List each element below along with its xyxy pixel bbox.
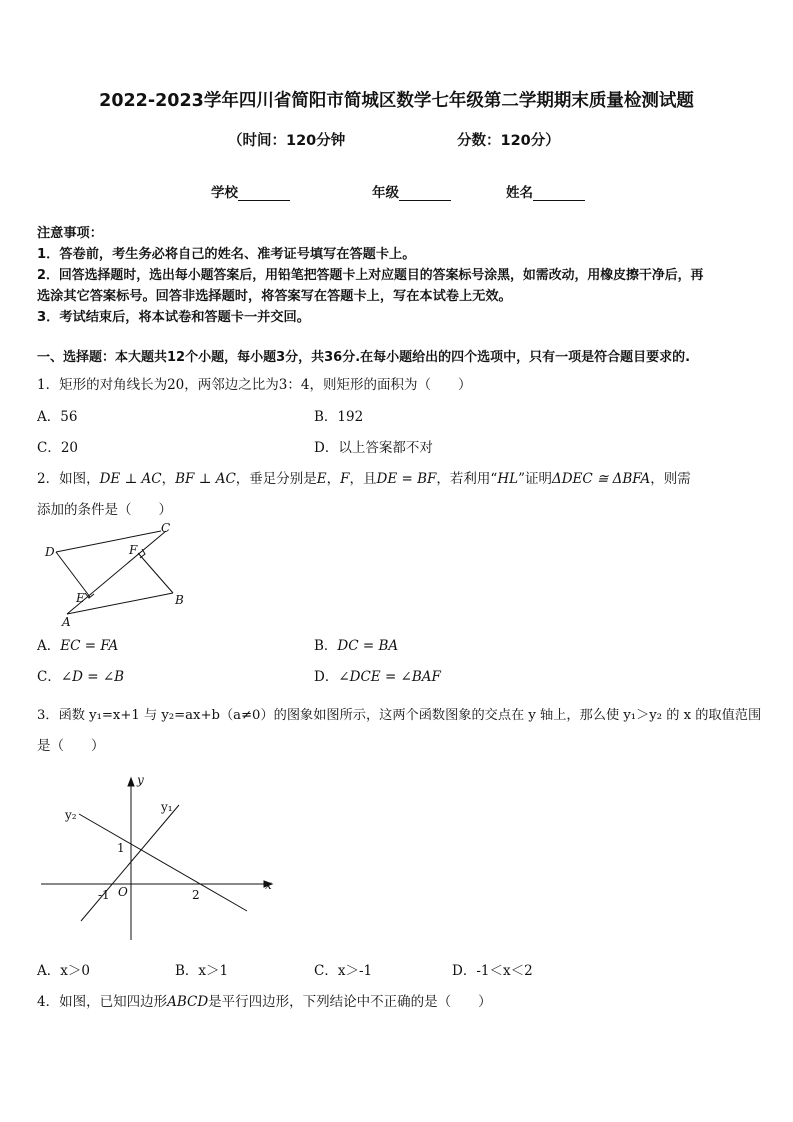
q2-text-1: 2．如图， <box>37 471 100 487</box>
exam-title: 2022-2023学年四川省简阳市简城区数学七年级第二学期期末质量检测试题 <box>99 91 694 111</box>
q3-stem-line1: 3．函数 y₁=x+1 与 y₂=ax+b（a≠0）的图象如图所示，这两个函数图象的交点在 y 轴上，那么使 y₁＞y₂ 的 x 的取值范围 <box>37 708 762 723</box>
q2-option-a <box>37 634 118 654</box>
label-one: 1 <box>117 841 125 855</box>
q1-option-a: A．56 <box>37 409 78 425</box>
note-2-line2: 选涂其它答案标号。回答非选择题时，将答案写在答题卡上，写在本试卷上无效。 <box>37 289 512 304</box>
q1-option-b: B．192 <box>314 409 364 425</box>
label-y-axis: y <box>137 773 144 787</box>
q3-option-a: A．x＞0 <box>37 963 90 979</box>
q1-stem: 1．矩形的对角线长为20，两邻边之比为3：4，则矩形的面积为（ ） <box>37 377 472 393</box>
q2-stem-line2: 添加的条件是（ ） <box>37 502 172 518</box>
name-field <box>506 181 585 201</box>
q3-option-d: D．-1＜x＜2 <box>452 963 533 979</box>
label-e: E <box>76 591 85 605</box>
time-info: （时间：120分钟 <box>228 133 346 149</box>
label-y1: y₁ <box>161 800 173 814</box>
q2-math-de-eq-bf: DE = BF <box>376 471 437 487</box>
q1-option-d: D．以上答案都不对 <box>314 440 433 456</box>
q4-text-1: 4．如图，已知四边形 <box>37 994 168 1010</box>
notes-heading: 注意事项： <box>37 226 103 241</box>
line-de <box>56 552 90 597</box>
score-info: 分数：120分） <box>457 133 560 149</box>
school-label: 学校 <box>211 185 238 201</box>
label-origin: O <box>118 885 128 899</box>
label-x-axis: x <box>265 878 272 892</box>
q2-math-f: F <box>340 471 350 487</box>
q2-comma-2: ， <box>326 471 341 487</box>
q2-text-5: ”证明 <box>518 471 552 487</box>
q2-text-3: ，且 <box>349 471 377 487</box>
q2-math-de-perp-ac: DE ⊥ AC <box>99 471 162 487</box>
q2-option-b-text: DC = BA <box>337 638 399 654</box>
q2-option-b <box>314 634 398 654</box>
q3-graph <box>36 770 276 945</box>
q2-option-d-prefix: D． <box>314 669 339 685</box>
section-1-heading: 一、选择题：本大题共12个小题，每小题3分，共36分.在每小题给出的四个选项中，只有一项是符合题目要求的. <box>37 350 691 365</box>
grade-field <box>372 181 451 201</box>
q2-text-6: ，则需 <box>650 471 691 487</box>
q2-option-c <box>37 665 124 685</box>
label-y2: y₂ <box>65 808 77 822</box>
label-f: F <box>129 543 138 557</box>
q1-option-c: C．20 <box>37 440 79 456</box>
q3-option-b: B．x＞1 <box>175 963 229 979</box>
q3-stem-line2: 是（ ） <box>37 738 105 754</box>
q3-option-c: C．x＞-1 <box>314 963 373 979</box>
grade-blank <box>399 186 451 201</box>
q2-option-c-prefix: C． <box>37 669 61 685</box>
q2-option-c-text: ∠D = ∠B <box>60 669 125 685</box>
label-a: A <box>62 615 71 629</box>
note-3: 3．考试结束后，将本试卷和答题卡一并交回。 <box>37 310 310 325</box>
line-fb <box>138 553 173 593</box>
q2-text-2: ，垂足分别是 <box>235 471 317 487</box>
grade-label: 年级 <box>372 185 399 201</box>
label-two: 2 <box>192 888 200 902</box>
q2-option-a-prefix: A． <box>37 638 61 654</box>
school-blank <box>238 186 290 201</box>
q4-stem <box>37 990 492 1010</box>
q2-option-d <box>314 665 441 685</box>
q2-option-b-prefix: B． <box>314 638 338 654</box>
label-d: D <box>45 545 55 559</box>
q4-math-abcd: ABCD <box>167 994 209 1010</box>
q2-math-congruence: ΔDEC ≅ ΔBFA <box>551 471 651 487</box>
q2-comma-1: ， <box>161 471 176 487</box>
name-label: 姓名 <box>506 185 533 201</box>
name-blank <box>533 186 585 201</box>
q2-figure <box>40 518 200 630</box>
label-c: C <box>161 521 171 535</box>
label-b: B <box>175 593 184 607</box>
note-2-line1: 2．回答选择题时，选出每小题答案后，用铅笔把答题卡上对应题目的答案标号涂黑，如需改动，用橡皮擦干净后，再 <box>37 268 704 283</box>
q2-stem-line1 <box>37 467 691 487</box>
q2-option-d-text: ∠DCE = ∠BAF <box>338 669 441 685</box>
note-1: 1．答卷前，考生务必将自己的姓名、准考证号填写在答题卡上。 <box>37 247 416 262</box>
q2-math-bf-perp-ac: BF ⊥ AC <box>175 471 236 487</box>
label-neg1: -1 <box>98 888 110 902</box>
q2-option-a-text: EC = FA <box>60 638 119 654</box>
q2-math-hl: HL <box>497 471 519 487</box>
y-axis-arrow <box>128 778 134 786</box>
q2-math-e: E <box>316 471 327 487</box>
school-field <box>211 181 290 201</box>
q2-text-4: ，若利用“ <box>436 471 498 487</box>
q4-text-2: 是平行四边形，下列结论中不正确的是（ ） <box>208 994 492 1010</box>
